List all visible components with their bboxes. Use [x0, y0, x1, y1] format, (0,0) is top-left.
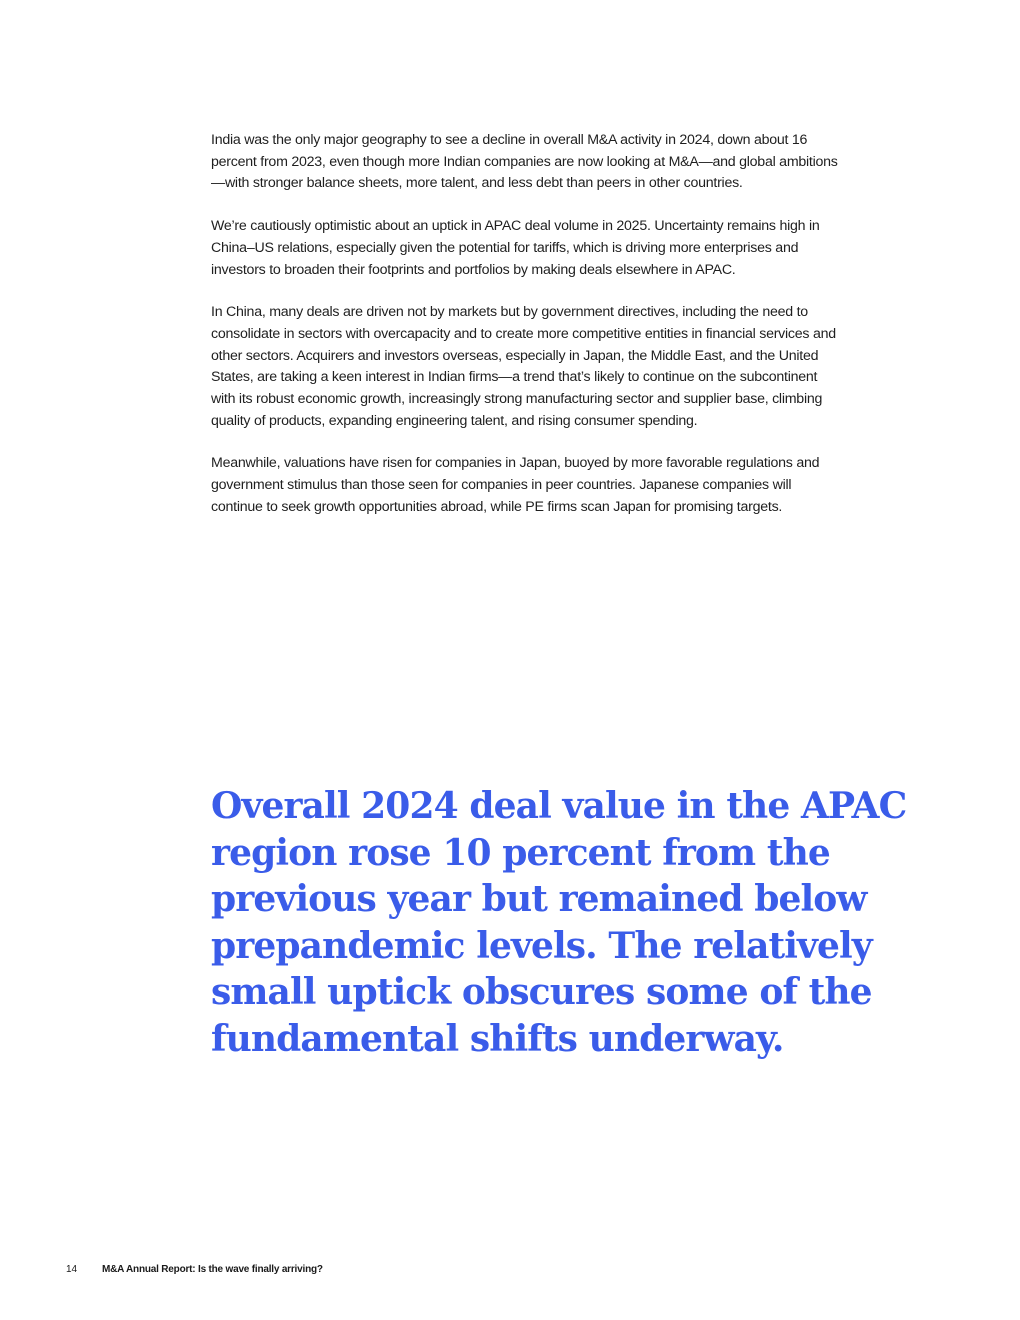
running-title: M&A Annual Report: Is the wave finally arriving? — [102, 1264, 323, 1275]
paragraph-japan: Meanwhile, valuations have risen for companies in Japan, buoyed by more favorable regulations and government stimulus than those seen for companies in peer countries. Japanese companies will continue to seek growth opportunities abroad, while PE firms scan Japan for promising targets. — [211, 455, 820, 515]
page-number: 14 — [66, 1264, 78, 1275]
body-text — [211, 130, 841, 540]
paragraph-china: In China, many deals are driven not by markets but by government directives, including the need to consolidate in sectors with overcapacity and to create more competitive entities in financial services and other sectors. Acquirers and investors overseas, especially in Japan, the Middle East, and the United States, are taking a keen interest in Indian firms—a trend that’s likely to continue on the subcontinent with its robust economic growth, increasingly strong manufacturing sector and supplier base, climbing quality of products, expanding engineering talent, and rising consumer spending. — [211, 304, 836, 429]
paragraph-apac-outlook: We’re cautiously optimistic about an uptick in APAC deal volume in 2025. Uncertainty remains high in China–US relations, especially given the potential for tariffs, which is driving more enterprises and investors to broaden their footprints and portfolios by making deals elsewhere in APAC. — [211, 218, 820, 278]
page-footer — [66, 1263, 323, 1277]
pull-quote: Overall 2024 deal value in the APAC region rose 10 percent from the previous year but remained below prepandemic levels. The relatively small uptick obscures some of the fundamental shifts underway. — [211, 785, 907, 1060]
paragraph-india: India was the only major geography to see a decline in overall M&A activity in 2024, down about 16 percent from 2023, even though more Indian companies are now looking at M&A—and global ambitions—with stronger balance sheets, more talent, and less debt than peers in other countries. — [211, 132, 838, 192]
